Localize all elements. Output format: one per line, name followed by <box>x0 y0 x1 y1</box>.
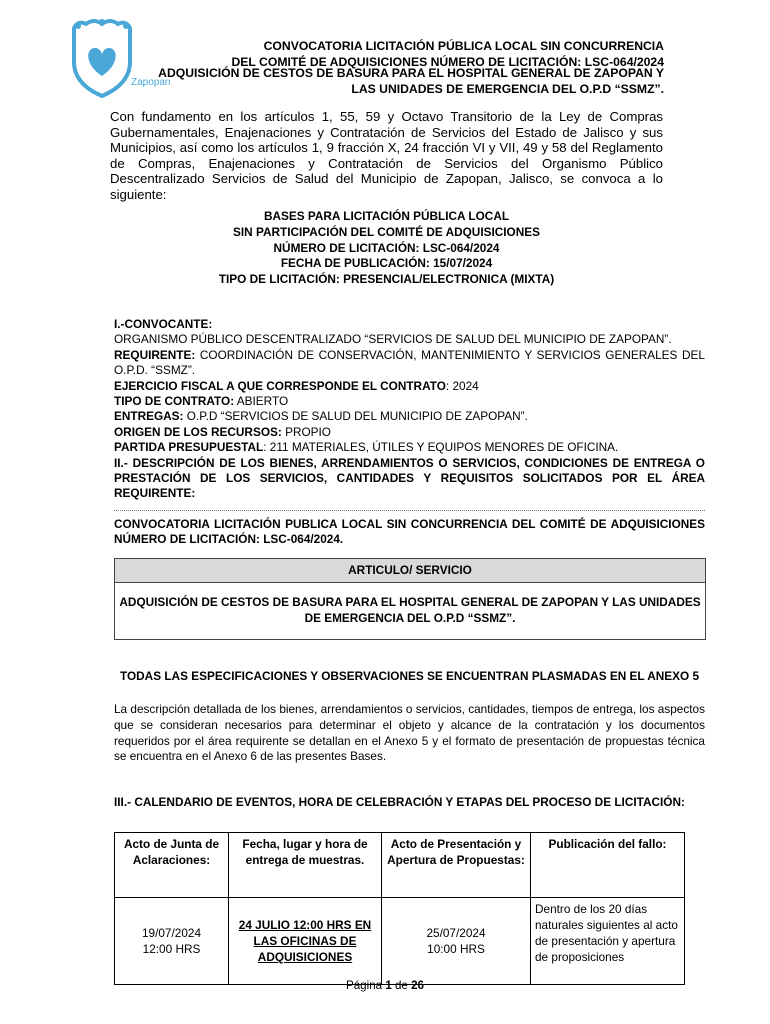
calendar-table <box>114 832 685 985</box>
anexo-heading: TODAS LAS ESPECIFICACIONES Y OBSERVACIONES SE ENCUENTRAN PLASMADAS EN EL ANEXO 5 <box>119 669 700 683</box>
junta-date: 19/07/2024 <box>141 926 202 940</box>
header-junta: Acto de Junta de Aclaraciones: <box>115 833 229 898</box>
header-line-1: CONVOCATORIA LICITACIÓN PÚBLICA LOCAL SIN CONCURRENCIA <box>263 39 664 53</box>
ejercicio-field <box>114 379 705 394</box>
section-convocante <box>114 317 705 502</box>
convocatoria-heading: CONVOCATORIA LICITACIÓN PUBLICA LOCAL SIN CONCURRENCIA DEL COMITÉ DE ADQUISICIONES NÚMERO DE LICITACIÓN: LSC-064/2024. <box>114 517 705 547</box>
bases-line-3: NÚMERO DE LICITACIÓN: LSC-064/2024 <box>273 240 500 255</box>
footer-page: 1 <box>385 979 392 992</box>
ejercicio-value: : 2024 <box>445 378 479 393</box>
tipo-field <box>114 394 705 409</box>
origen-field <box>114 425 705 440</box>
dotted-divider <box>114 510 705 511</box>
entregas-value: O.P.D “SERVICIOS DE SALUD DEL MUNICIPIO DE ZAPOPAN”. <box>183 409 528 424</box>
cell-presentacion <box>382 898 531 985</box>
logo-text: Zapopan <box>131 77 171 88</box>
articulo-box-header: ARTICULO/ SERVICIO <box>115 559 705 583</box>
junta-time: 12:00 HRS <box>142 942 201 956</box>
partida-field <box>114 440 705 455</box>
footer-prefix: Página <box>345 979 386 992</box>
heart-logo-icon <box>66 18 138 98</box>
tipo-value: ABIERTO <box>234 394 289 409</box>
bases-line-4: FECHA DE PUBLICACIÓN: 15/07/2024 <box>280 256 493 271</box>
tipo-label: TIPO DE CONTRATO: <box>114 394 235 409</box>
anexo-paragraph: La descripción detallada de los bienes, arrendamientos o servicios, cantidades, tiempos de entrega, los aspectos que se consideran necesarios para determinar el objeto y alcance de la contratación y los documentos requeridos por el área requirente se detallan en el Anexo 5 y el formato de presentación de propuestas técnica se encuentra en el Anexo 6 de las presentes Bases. <box>114 702 705 764</box>
header-line-2: DEL COMITÉ DE ADQUISICIONES NÚMERO DE LICITACIÓN: LSC-064/2024 <box>231 55 664 69</box>
bases-line-2: SIN PARTICIPACIÓN DEL COMITÉ DE ADQUISICIONES <box>233 224 540 239</box>
header-presentacion: Acto de Presentación y Apertura de Propuestas: <box>382 833 531 898</box>
bases-line-1: BASES PARA LICITACIÓN PÚBLICA LOCAL <box>263 209 510 223</box>
header-muestras: Fecha, lugar y hora de entrega de muestras. <box>229 833 382 898</box>
origen-value: PROPIO <box>281 424 331 439</box>
partida-value: : 211 MATERIALES, ÚTILES Y EQUIPOS MENORES DE OFICINA. <box>263 440 619 455</box>
presentacion-time: 10:00 HRS <box>427 942 485 956</box>
articulo-box-body: ADQUISICIÓN DE CESTOS DE BASURA PARA EL HOSPITAL GENERAL DE ZAPOPAN Y LAS UNIDADES DE EMERGENCIA DEL O.P.D “SSMZ”. <box>119 595 701 625</box>
presentacion-date: 25/07/2024 <box>426 926 486 940</box>
header-line-3: ADQUISICIÓN DE CESTOS DE BASURA PARA EL HOSPITAL GENERAL DE ZAPOPAN Y <box>158 66 664 80</box>
entregas-field <box>114 409 705 424</box>
partida-label: PARTIDA PRESUPUESTAL <box>114 440 264 455</box>
requirente-field <box>114 348 705 379</box>
cell-muestras: 24 JULIO 12:00 HRS EN LAS OFICINAS DE ADQUISICIONES <box>229 898 382 985</box>
cell-junta <box>115 898 229 985</box>
intro-paragraph: Con fundamento en los artículos 1, 55, 59 y Octavo Transitorio de la Ley de Compras Gubernamentales, Enajenaciones y Contratación de Servicios del Estado de Jalisco y sus Municipios, así como los artículos 1, 9 fracción X, 24 fracción VI y VII, 49 y 58 del Reglamento de Compras, Enajenaciones y Contratación de Servicios del Organismo Público Descentralizado Servicios de Salud del Municipio de Zapopan, Jalisco, se convoca a lo siguiente: <box>110 109 663 202</box>
footer-total: 26 <box>411 979 425 992</box>
header-line-4: LAS UNIDADES DE EMERGENCIA DEL O.P.D “SSMZ”. <box>351 82 664 96</box>
header-fallo: Publicación del fallo: <box>531 833 685 898</box>
origen-label: ORIGEN DE LOS RECURSOS: <box>114 424 282 439</box>
bases-block <box>110 209 663 288</box>
requirente-label: REQUIRENTE: <box>114 347 196 362</box>
section-3-title: III.- CALENDARIO DE EVENTOS, HORA DE CELEBRACIÓN Y ETAPAS DEL PROCESO DE LICITACIÓN: <box>114 795 685 809</box>
entregas-label: ENTREGAS: <box>114 409 184 424</box>
section-1-title: I.-CONVOCANTE: <box>114 317 213 331</box>
ejercicio-label: EJERCICIO FISCAL A QUE CORRESPONDE EL CONTRATO <box>114 378 446 393</box>
table-row <box>115 833 685 898</box>
cell-fallo: Dentro de los 20 días naturales siguientes al acto de presentación y apertura de proposiciones <box>531 898 685 985</box>
articulo-box <box>114 558 706 640</box>
footer-mid: de <box>391 979 412 992</box>
section-2-title: II.- DESCRIPCIÓN DE LOS BIENES, ARRENDAMIENTOS O SERVICIOS, CONDICIONES DE ENTREGA O PRESTACIÓN DE LOS SERVICIOS, CANTIDADES Y REQUISITOS SOLICITADOS POR EL ÁREA REQUIRENTE: <box>114 455 705 501</box>
convocante-text: ORGANISMO PÚBLICO DESCENTRALIZADO “SERVICIOS DE SALUD DEL MUNICIPIO DE ZAPOPAN”. <box>114 332 672 347</box>
bases-line-5: TIPO DE LICITACIÓN: PRESENCIAL/ELECTRONICA (MIXTA) <box>218 272 555 287</box>
page-footer <box>0 979 770 992</box>
requirente-value: COORDINACIÓN DE CONSERVACIÓN, MANTENIMIENTO Y SERVICIOS GENERALES DEL O.P.D. “SSMZ”. <box>114 347 705 378</box>
table-row <box>115 898 685 985</box>
